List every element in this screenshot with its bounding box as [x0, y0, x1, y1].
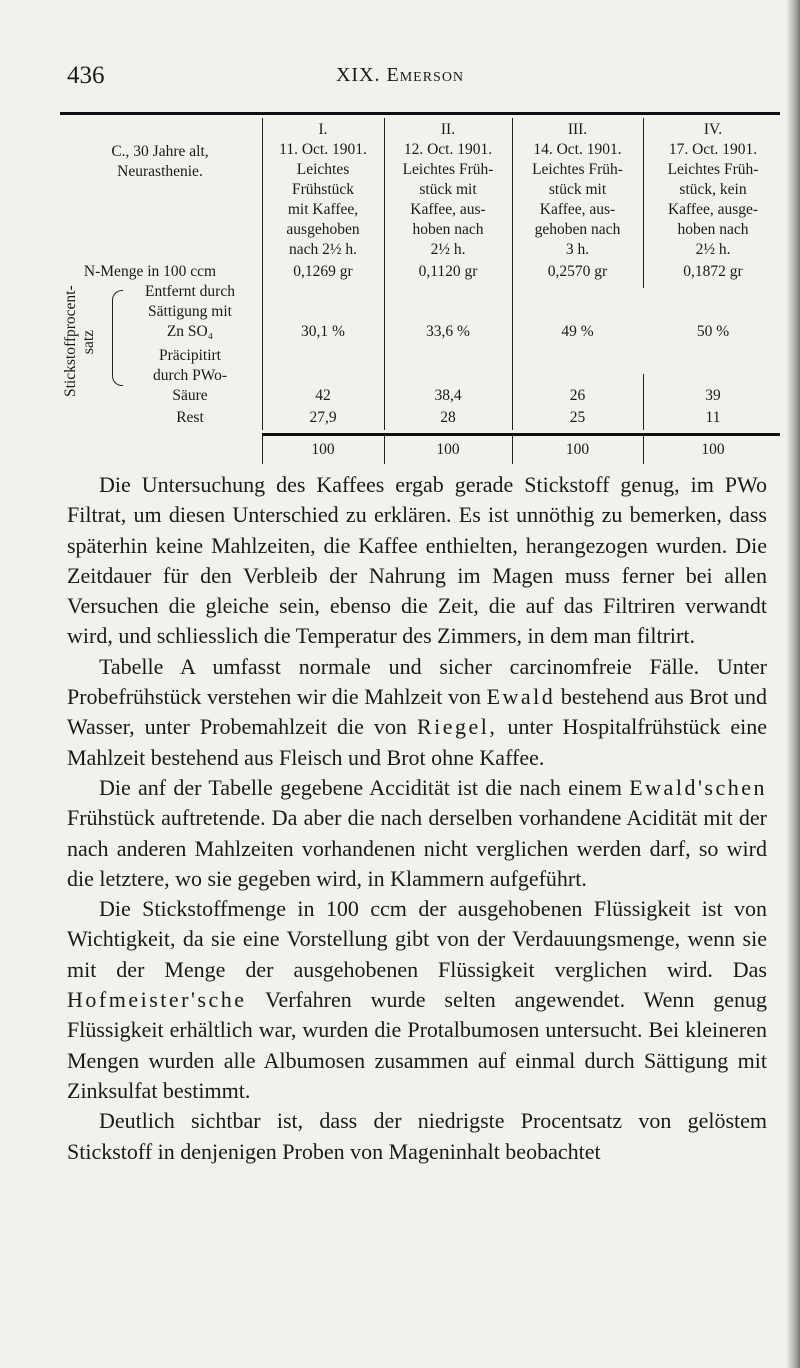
name-ewald-schen: Ewald'schen — [629, 774, 767, 800]
praecipitirt-2: 38,4 — [434, 387, 462, 404]
running-head-name: Emerson — [386, 64, 465, 86]
col-header-3: III. 14. Oct. 1901. Leichtes Früh- stück mit Kaffee, aus- gehoben nach 3 h. — [532, 121, 623, 258]
col-divider-total-4 — [643, 436, 644, 464]
praecipitirt-3: 26 — [569, 387, 586, 404]
paragraph-3 — [67, 773, 767, 894]
paragraph-3-a: Die anf der Tabelle gegebene Accidität ist die nach einem — [99, 774, 622, 800]
body-text — [67, 470, 767, 1167]
paragraph-1: Die Untersuchung des Kaffees ergab gerade Stickstoff genug, im PWo Filtrat, um diesen Unterschied zu erklären. Es ist unnöthig zu bemerken, dass späterhin keine Mahlzeiten, die Kaffee enthielten, herangezogen wurden. Die Zeitdauer für den Verbleib der Nahrung im Magen muss ferner bei allen Versuchen die gleiche sein, ebenso die Zeit, die auf das Filtriren verwandt wird, und schliesslich die Temperatur des Zimmers, in dem man filtrirt. — [67, 472, 767, 649]
table-top-rule — [60, 112, 780, 115]
name-riegel: Riegel, — [416, 714, 498, 740]
paragraph-4-b: Verfahren wurde selten angewendet. Wenn genug Flüssigkeit erhältlich war, wurden die Protalbumosen untersucht. Bei kleineren Mengen wurden alle Albumosen zusammen auf einmal durch Sättigung mit Zinksulfat bestimmt. — [67, 987, 767, 1103]
col-divider-total-3 — [512, 436, 513, 464]
entfernt-1: 30,1 % — [301, 323, 345, 340]
paragraph-3-b: Frühstück auftretende. Da aber die nach derselben vorhandene Acidität mit der nach anderen Mahlzeiten vorhandenen nicht verglichen werden darf, so wird die letztere, wo sie gegeben wird, in Klammern aufgeführt. — [67, 805, 767, 891]
page-number: 436 — [67, 62, 105, 89]
running-head-prefix: XIX. — [335, 64, 381, 86]
row-label-praecipitirt: Präcipitirt durch PWo- Säure — [152, 347, 228, 404]
col-divider-total-2 — [384, 436, 385, 464]
group-label-stickstoff: Stickstoffprocent- satz — [62, 285, 97, 397]
patient-label: C., 30 Jahre alt, Neurasthenie. — [111, 143, 209, 180]
col-header-1: I. 11. Oct. 1901. Leichtes Frühstück mit Kaffee, ausgehoben nach 2½ h. — [279, 121, 367, 258]
paragraph-2 — [67, 652, 767, 773]
praecipitirt-1: 42 — [315, 387, 331, 404]
paragraph-2-c: unter Hospitalfrühstück eine Mahlzeit bestehend aus Fleisch und Brot ohne Kaffee. — [67, 714, 768, 770]
rest-2: 28 — [440, 409, 456, 426]
n-menge-4: 0,1872 gr — [683, 263, 743, 280]
col-header-4: IV. 17. Oct. 1901. Leichtes Früh- stück, kein Kaffee, ausge- hoben nach 2½ h. — [667, 121, 759, 258]
praecipitirt-4: 39 — [705, 387, 721, 404]
paragraph-5: Deutlich sichtbar ist, dass der niedrigste Procentsatz von gelöstem Stickstoff in denjenigen Proben von Mageninhalt beobachtet — [67, 1108, 767, 1164]
col-divider-total-1 — [262, 436, 263, 464]
col-divider-rest-1 — [262, 404, 263, 430]
rest-3: 25 — [569, 409, 586, 426]
entfernt-4: 50 % — [696, 323, 730, 340]
page-edge-shadow — [786, 0, 800, 1368]
entfernt-2: 33,6 % — [426, 323, 470, 340]
n-menge-1: 0,1269 gr — [293, 263, 353, 280]
paragraph-4-a: Die Stickstoffmenge in 100 ccm der ausgehobenen Flüssigkeit ist von Wichtigkeit, da sie eine Vorstellung gibt von der Verdauungsmenge, wenn sie mit der Menge der ausgehobenen Flüssigkeit verglichen wird. Das — [67, 896, 767, 982]
total-3: 100 — [565, 441, 590, 458]
paragraph-2-b: bestehend aus Brot und Wasser, unter Probemahlzeit die von — [67, 684, 767, 740]
row-label-rest-visible: Rest — [176, 409, 204, 426]
col-header-2: II. 12. Oct. 1901. Leichtes Früh- stück mit Kaffee, aus- hoben nach 2½ h. — [402, 121, 494, 258]
col-divider-rest-3 — [512, 404, 513, 430]
rest-1: 27,9 — [309, 409, 337, 426]
paragraph-4 — [67, 894, 767, 1106]
entfernt-3: 49 % — [561, 323, 594, 340]
paragraph-2-a: Tabelle A umfasst normale und sicher carcinomfreie Fälle. Unter Probefrühstück verstehen wir die Mahlzeit von — [67, 653, 767, 710]
name-ewald: Ewald — [486, 684, 556, 710]
col-divider-rest-4 — [643, 404, 644, 430]
total-1: 100 — [311, 441, 335, 458]
n-menge-2: 0,1120 gr — [418, 263, 478, 280]
row-label-entfernt: Entfernt durch Sättigung mit Zn SO₄ — [145, 283, 235, 340]
n-menge-3: 0,2570 gr — [547, 263, 608, 280]
total-4: 100 — [701, 441, 725, 458]
total-2: 100 — [436, 441, 460, 458]
running-head — [0, 64, 800, 87]
row-label-n-menge: N-Menge in 100 ccm — [83, 263, 217, 280]
table-mid-rule — [262, 433, 780, 436]
name-hofmeister: Hofmeister'sche — [67, 987, 247, 1013]
col-divider-rest-2 — [384, 404, 385, 430]
rest-4: 11 — [705, 409, 721, 426]
